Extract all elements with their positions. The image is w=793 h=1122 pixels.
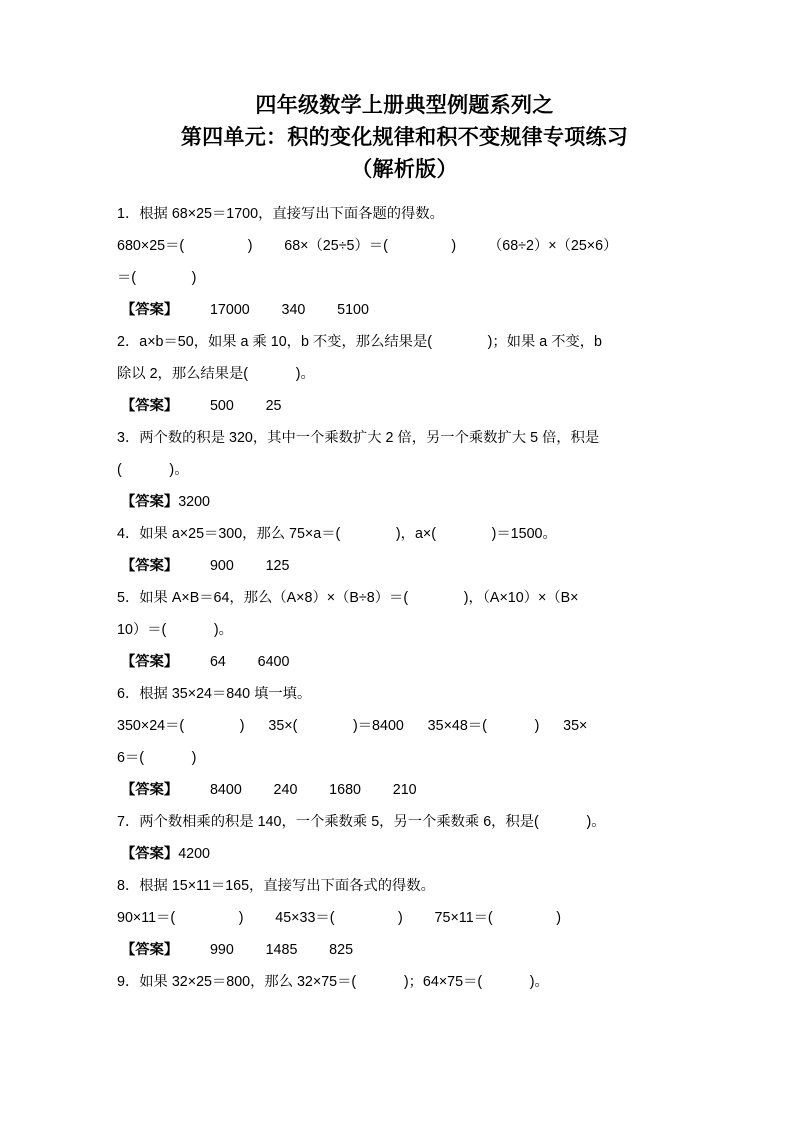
question-block-5 bbox=[117, 582, 692, 678]
answer-line: 【答案】 8400 240 1680 210 bbox=[121, 782, 417, 798]
question-line: 4．如果 a×25＝300，那么 75×a＝( )，a×( )＝1500。 bbox=[117, 526, 557, 542]
question-block-4 bbox=[117, 518, 692, 582]
question-block-7 bbox=[117, 806, 692, 870]
question-line: 10）＝( )。 bbox=[117, 622, 233, 638]
question-line: 350×24＝( ) 35×( )＝8400 35×48＝( ) 35× bbox=[117, 718, 588, 734]
answer-line: 【答案】 990 1485 825 bbox=[121, 942, 354, 958]
answer-tag: 【答案】 bbox=[121, 654, 179, 670]
answer-tag: 【答案】 bbox=[121, 782, 179, 798]
title-line-3: （解析版） bbox=[351, 158, 458, 181]
answer-line: 【答案】3200 bbox=[121, 494, 210, 510]
question-line: 8．根据 15×11＝165，直接写出下面各式的得数。 bbox=[117, 878, 435, 894]
question-line: ( )。 bbox=[117, 462, 189, 478]
answer-line: 【答案】 900 125 bbox=[121, 558, 290, 574]
question-line: 680×25＝( ) 68×（25÷5）＝( ) （68÷2）×（25×6） bbox=[117, 238, 618, 254]
answer-line: 【答案】 64 6400 bbox=[121, 654, 290, 670]
question-line: 6＝( ) bbox=[117, 750, 197, 766]
answer-line: 【答案】 17000 340 5100 bbox=[121, 302, 369, 318]
question-block-9 bbox=[117, 966, 692, 998]
answer-tag: 【答案】 bbox=[121, 558, 179, 574]
answer-tag: 【答案】 bbox=[121, 302, 179, 318]
answer-tag: 【答案】 bbox=[121, 494, 179, 510]
title-line-2: 第四单元：积的变化规律和积不变规律专项练习 bbox=[180, 126, 629, 149]
question-block-2 bbox=[117, 326, 692, 422]
question-line: ＝( ) bbox=[117, 270, 197, 286]
question-line: 3．两个数的积是 320，其中一个乘数扩大 2 倍，另一个乘数扩大 5 倍，积是 bbox=[117, 430, 600, 446]
title-line-1: 四年级数学上册典型例题系列之 bbox=[255, 94, 554, 117]
question-block-8 bbox=[117, 870, 692, 966]
question-line: 7．两个数相乘的积是 140，一个乘数乘 5，另一个乘数乘 6，积是( )。 bbox=[117, 814, 606, 830]
question-line: 除以 2，那么结果是( )。 bbox=[117, 366, 315, 382]
question-block-3 bbox=[117, 422, 692, 518]
question-line: 5．如果 A×B＝64，那么（A×8）×（B÷8）＝( )，（A×10）×（B× bbox=[117, 590, 579, 606]
answer-tag: 【答案】 bbox=[121, 846, 179, 862]
question-line: 1．根据 68×25＝1700，直接写出下面各题的得数。 bbox=[117, 206, 444, 222]
question-line: 2．a×b＝50，如果 a 乘 10，b 不变，那么结果是( )；如果 a 不变，b bbox=[117, 334, 603, 350]
document-title bbox=[117, 90, 692, 186]
document-content bbox=[117, 90, 692, 998]
answer-tag: 【答案】 bbox=[121, 398, 179, 414]
question-block-6 bbox=[117, 678, 692, 806]
question-line: 9．如果 32×25＝800，那么 32×75＝( )；64×75＝( )。 bbox=[117, 974, 549, 990]
answer-line: 【答案】4200 bbox=[121, 846, 210, 862]
answer-line: 【答案】 500 25 bbox=[121, 398, 282, 414]
question-line: 90×11＝( ) 45×33＝( ) 75×11＝( ) bbox=[117, 910, 562, 926]
question-block-1 bbox=[117, 198, 692, 326]
answer-tag: 【答案】 bbox=[121, 942, 179, 958]
question-line: 6．根据 35×24＝840 填一填。 bbox=[117, 686, 312, 702]
